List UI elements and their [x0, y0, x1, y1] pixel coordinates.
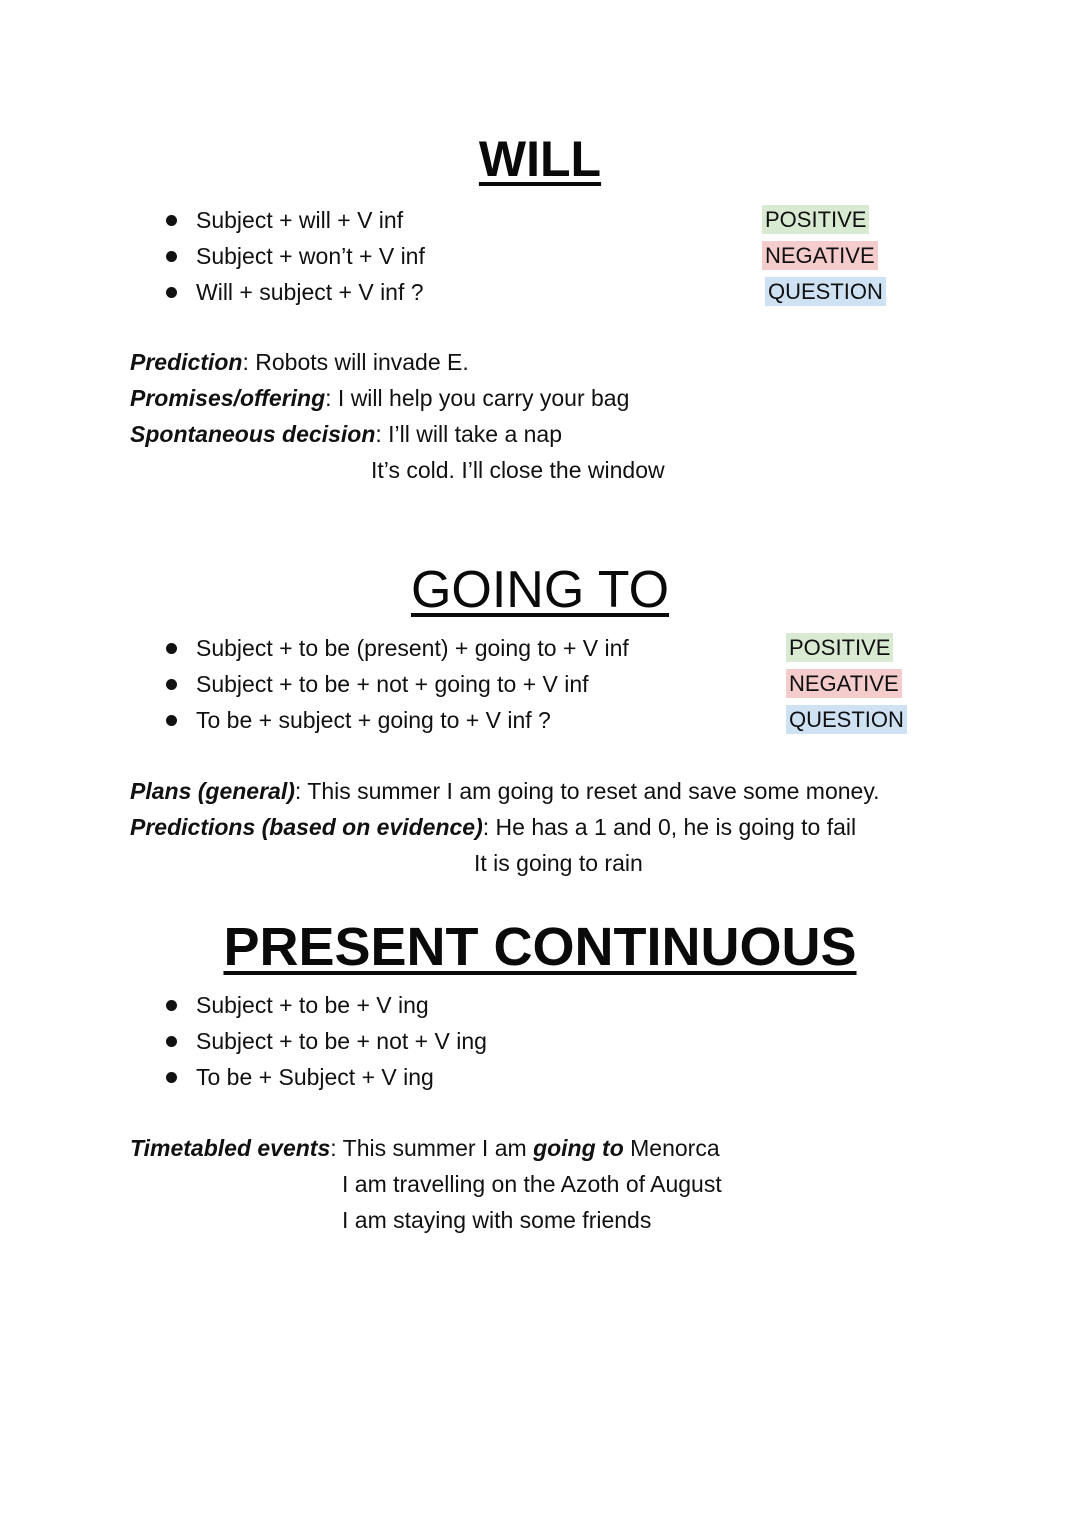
use-term: Timetabled events — [130, 1135, 331, 1161]
going-to-extra-example: It is going to rain — [474, 850, 643, 876]
will-legend-question — [762, 274, 886, 310]
will-legend-negative — [762, 238, 886, 274]
use-example: Robots will invade E. — [255, 349, 469, 375]
use-separator: : — [330, 1135, 343, 1161]
going-to-use-predictions — [130, 809, 880, 845]
going-to-legend — [786, 630, 907, 738]
heading-going-to-text: GOING TO — [410, 561, 670, 619]
question-label: QUESTION — [786, 705, 907, 734]
going-to-form-question: To be + subject + going to + V inf ? — [160, 702, 629, 738]
use-term: Promises/offering — [130, 385, 326, 411]
going-to-uses-list — [130, 773, 880, 845]
will-extra-example: It’s cold. I’ll close the window — [371, 457, 665, 483]
use-term: Predictions (based on evidence) — [130, 814, 483, 840]
positive-label: POSITIVE — [786, 633, 893, 662]
going-to-forms-list — [160, 630, 629, 738]
will-use-spontaneous — [130, 416, 629, 452]
use-separator: : — [242, 349, 256, 375]
will-form-positive: Subject + will + V inf — [160, 202, 425, 238]
use-example: He has a 1 and 0, he is going to fail — [495, 814, 857, 840]
will-use-prediction — [130, 344, 629, 380]
use-example-end: Menorca — [623, 1135, 720, 1161]
positive-label: POSITIVE — [762, 205, 869, 234]
present-continuous-extra-example-2: I am staying with some friends — [342, 1207, 652, 1233]
present-continuous-extra-example-1: I am travelling on the Azoth of August — [342, 1171, 722, 1197]
use-example: I will help you carry your bag — [337, 385, 630, 411]
will-use-promises — [130, 380, 629, 416]
present-continuous-uses-list — [130, 1130, 720, 1166]
present-continuous-use-timetabled — [130, 1130, 720, 1166]
use-example-start: This summer I am — [342, 1135, 534, 1161]
negative-label: NEGATIVE — [762, 241, 878, 270]
use-example: I’ll will take a nap — [388, 421, 563, 447]
going-to-use-plans — [130, 773, 880, 809]
present-continuous-form-negative: Subject + to be + not + V ing — [160, 1023, 487, 1059]
will-legend — [762, 202, 886, 310]
use-term: Plans (general) — [130, 778, 295, 804]
use-term: Prediction — [130, 349, 243, 375]
use-separator: : — [482, 814, 496, 840]
use-separator: : — [325, 385, 338, 411]
present-continuous-form-question: To be + Subject + V ing — [160, 1059, 487, 1095]
will-forms-list — [160, 202, 425, 310]
will-legend-positive — [762, 202, 886, 238]
present-continuous-form-positive: Subject + to be + V ing — [160, 987, 487, 1023]
heading-will-text: WILL — [478, 131, 602, 187]
going-to-legend-question — [786, 702, 907, 738]
use-example: This summer I am going to reset and save some money. — [307, 778, 880, 804]
will-uses-list — [130, 344, 629, 452]
use-term: Spontaneous decision — [130, 421, 376, 447]
going-to-form-positive: Subject + to be (present) + going to + V inf — [160, 630, 629, 666]
question-label: QUESTION — [765, 277, 886, 306]
negative-label: NEGATIVE — [786, 669, 902, 698]
going-to-legend-positive — [786, 630, 907, 666]
heading-will — [0, 130, 1080, 188]
going-to-form-negative: Subject + to be + not + going to + V inf — [160, 666, 629, 702]
will-form-negative: Subject + won’t + V inf — [160, 238, 425, 274]
use-separator: : — [294, 778, 308, 804]
going-to-legend-negative — [786, 666, 907, 702]
will-form-question: Will + subject + V inf ? — [160, 274, 425, 310]
heading-present-continuous — [0, 916, 1080, 978]
heading-going-to — [0, 560, 1080, 620]
use-example-emphasis: going to — [533, 1135, 624, 1161]
heading-present-continuous-text: PRESENT CONTINUOUS — [223, 917, 857, 977]
present-continuous-forms-list — [160, 987, 487, 1095]
use-separator: : — [375, 421, 389, 447]
